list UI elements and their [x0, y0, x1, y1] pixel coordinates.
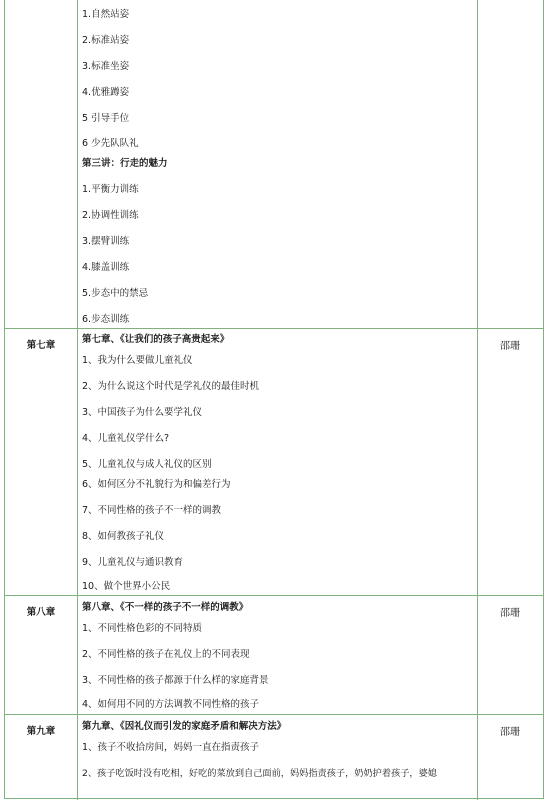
table-row [5, 595, 543, 715]
chapter-cell: 第八章 [26, 607, 56, 618]
list-item: 6 少先队队礼 [82, 138, 139, 149]
teacher-cell: 邵珊 [500, 727, 520, 738]
table-row [5, 328, 543, 596]
list-item: 2、为什么说这个时代是学礼仪的最佳时机 [82, 381, 260, 392]
table-row [5, 0, 543, 328]
list-item: 5、儿童礼仪与成人礼仪的区别 [82, 459, 212, 470]
list-item: 1、孩子不收拾房间，妈妈一直在指责孩子 [82, 742, 260, 753]
chapter-heading: 第八章、《不一样的孩子不一样的调教》 [82, 602, 249, 613]
teacher-cell: 邵珊 [500, 608, 520, 619]
list-item: 4、如何用不同的方法调教不同性格的孩子 [82, 699, 260, 710]
table-row [5, 714, 543, 800]
column-divider [77, 0, 78, 328]
column-divider [477, 0, 478, 328]
list-item: 2.协调性训练 [82, 210, 139, 221]
column-divider [77, 329, 78, 596]
list-item: 3.标准坐姿 [82, 61, 130, 72]
list-item: 1.自然站姿 [82, 9, 130, 20]
chapter-heading: 第九章、《因礼仪而引发的家庭矛盾和解决方法》 [82, 721, 287, 732]
list-item: 2、不同性格的孩子在礼仪上的不同表现 [82, 649, 250, 660]
column-divider [477, 329, 478, 596]
list-item: 7、不同性格的孩子不一样的调教 [82, 505, 222, 516]
column-divider [77, 715, 78, 800]
list-item: 1、不同性格色彩的不同特质 [82, 623, 203, 634]
list-item: 4、儿童礼仪学什么? [82, 433, 170, 444]
list-item: 2、孩子吃饭时没有吃相，好吃的菜放到自己面前，妈妈指责孩子，奶奶护着孩子，婆媳 [82, 768, 437, 779]
section-heading: 第三讲：行走的魅力 [82, 158, 168, 169]
list-item: 10、做个世界小公民 [82, 581, 171, 592]
list-item: 3、不同性格的孩子都源于什么样的家庭背景 [82, 675, 269, 686]
chapter-cell: 第九章 [26, 726, 56, 737]
list-item: 9、儿童礼仪与通识教育 [82, 557, 184, 568]
list-item: 5 引导手位 [82, 113, 130, 124]
list-item: 4.膝盖训练 [82, 262, 130, 273]
list-item: 5.步态中的禁忌 [82, 288, 149, 299]
list-item: 6.步态训练 [82, 314, 130, 325]
list-item: 6、如何区分不礼貌行为和偏差行为 [82, 479, 231, 490]
list-item: 3、中国孩子为什么要学礼仪 [82, 407, 203, 418]
list-item: 1、我为什么要做儿童礼仪 [82, 355, 193, 366]
list-item: 4.优雅蹲姿 [82, 87, 130, 98]
list-item: 2.标准站姿 [82, 35, 130, 46]
list-item: 1.平衡力训练 [82, 184, 139, 195]
column-divider [77, 596, 78, 715]
list-item: 3.摆臂训练 [82, 236, 130, 247]
teacher-cell: 邵珊 [500, 341, 520, 352]
chapter-heading: 第七章、《让我们的孩子高贵起来》 [82, 334, 230, 345]
chapter-cell: 第七章 [26, 340, 56, 351]
curriculum-table [4, 0, 544, 799]
list-item: 8、如何教孩子礼仪 [82, 531, 165, 542]
